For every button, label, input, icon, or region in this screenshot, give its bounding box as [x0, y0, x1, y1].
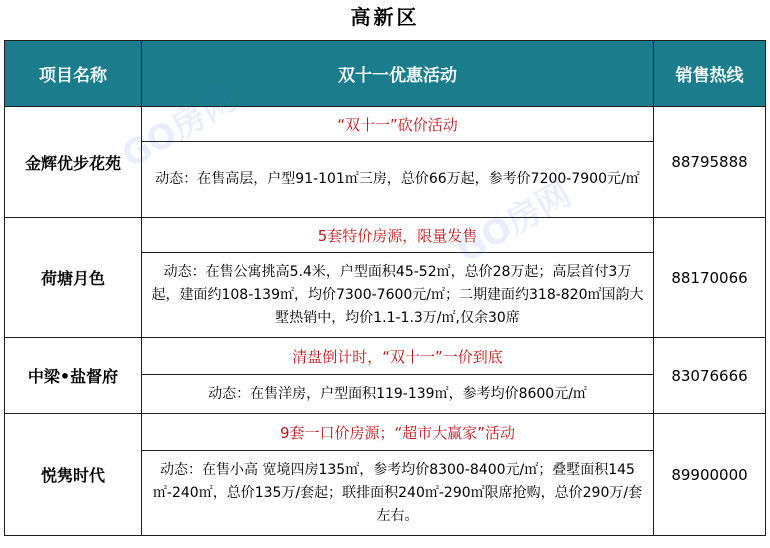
hotline-number: 88795888 [654, 107, 766, 218]
page-title: 高新区 [350, 5, 420, 29]
promo-text: “双十一”砍价活动 [142, 107, 654, 142]
project-name: 金辉优步花苑 [5, 107, 142, 218]
project-detail: 动态：在售高层，户型91-101㎡三房，总价66万起，参考价7200-7900元/㎡ [142, 142, 654, 218]
header-hotline: 销售热线 [654, 41, 766, 107]
table-row [5, 414, 766, 451]
promo-text: 9套一口价房源；“超市大赢家”活动 [142, 414, 654, 451]
promo-text: 清盘倒计时，“双十一”一价到底 [142, 338, 654, 375]
project-name: 悦隽时代 [5, 414, 142, 536]
project-detail: 动态：在售公寓挑高5.4米，户型面积45-52㎡，总价28万起；高层首付3万起，建面约108-139㎡，均价7300-7600元/㎡；二期建面约318-820㎡国韵大墅热销中，均价1.1-1.3万/㎡,仅余30席 [142, 253, 654, 338]
hotline-number: 88170066 [654, 218, 766, 338]
hotline-number: 89900000 [654, 414, 766, 536]
header-activity: 双十一优惠活动 [142, 41, 654, 107]
watermark-logo: GO房网 [450, 174, 579, 272]
table-row [5, 218, 766, 253]
promo-text: 5套特价房源，限量发售 [142, 218, 654, 253]
watermark-logo: GO房网 [115, 79, 244, 177]
table-row [5, 338, 766, 375]
header-project-name: 项目名称 [5, 41, 142, 107]
project-name: 荷塘月色 [5, 218, 142, 338]
table-row [5, 107, 766, 142]
table-header-row [5, 41, 766, 107]
project-detail: 动态：在售洋房，户型面积119-139㎡，参考均价8600元/㎡ [142, 375, 654, 414]
project-detail: 动态：在售小高 宽境四房135㎡，参考均价8300-8400元/㎡；叠墅面积145㎡-240㎡，总价135万/套起；联排面积240㎡-290㎡限席抢购，总价290万/套左右。 [142, 451, 654, 536]
project-name: 中梁•盐督府 [5, 338, 142, 414]
promotion-table [4, 40, 766, 536]
hotline-number: 83076666 [654, 338, 766, 414]
